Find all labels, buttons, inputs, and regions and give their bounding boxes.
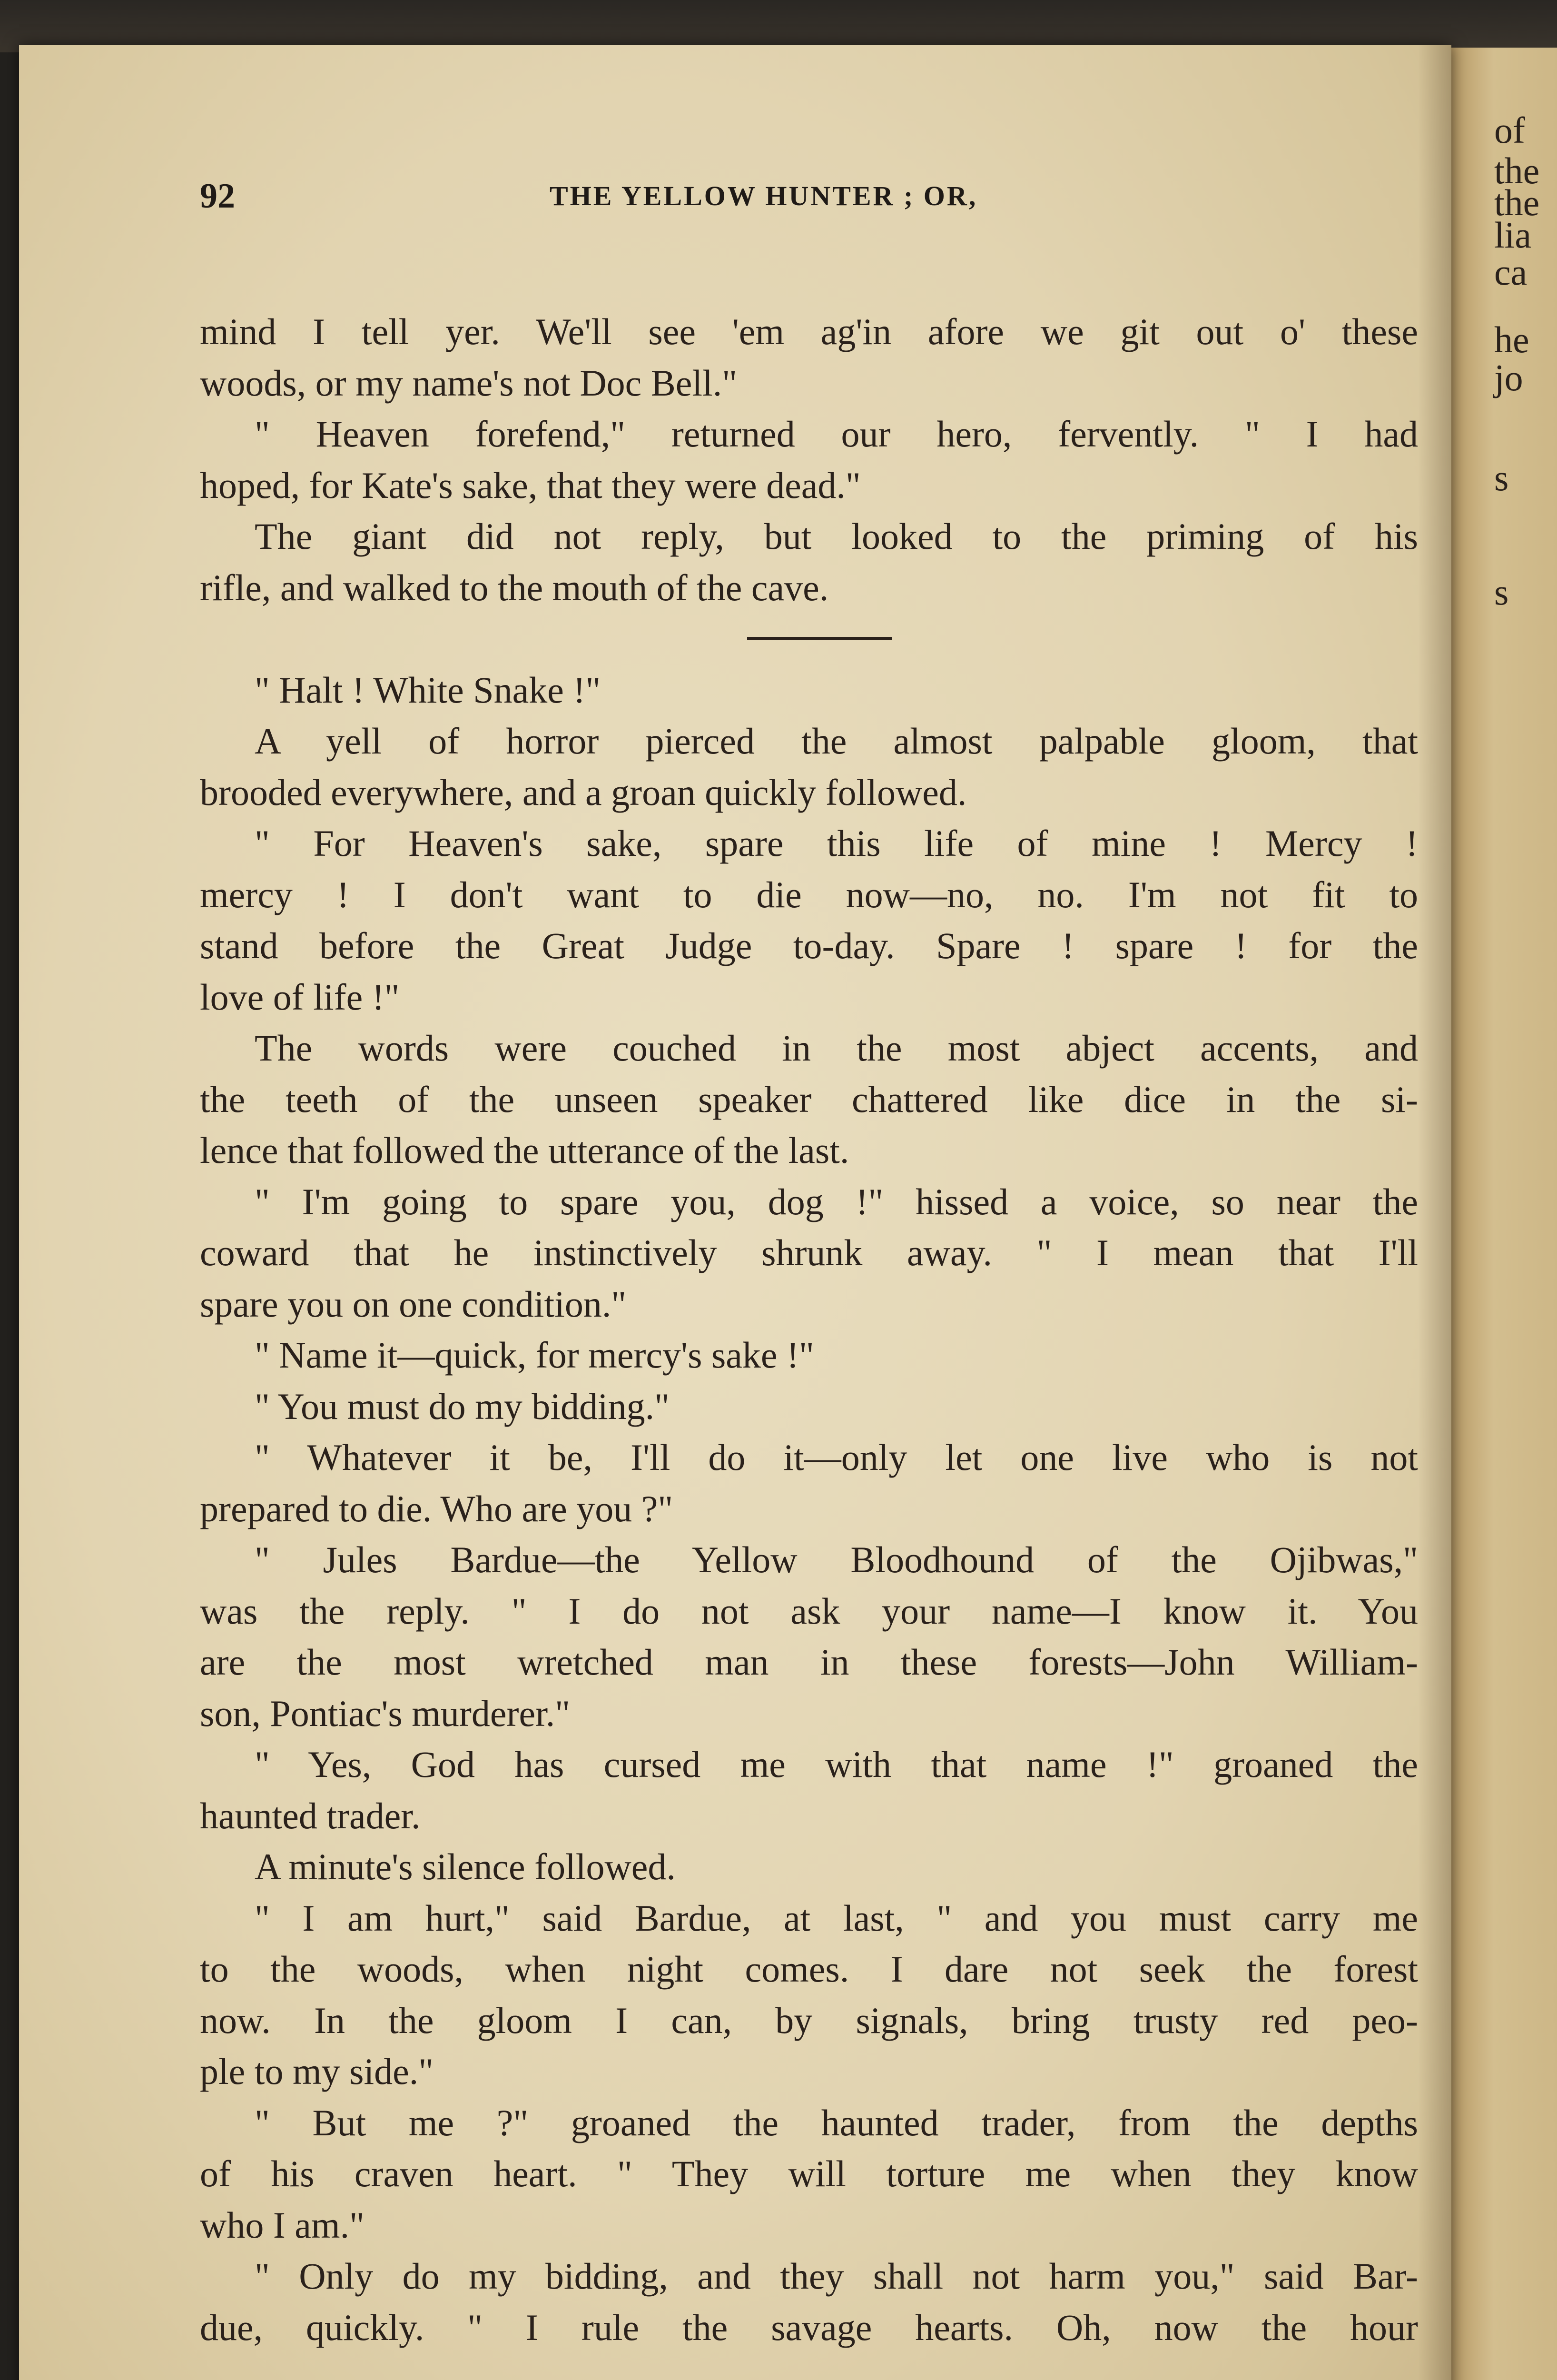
text-line: " You must do my bidding.": [255, 1385, 670, 1427]
text-line: A minute's silence followed.: [255, 1846, 676, 1887]
facing-page-fragment: of: [1494, 109, 1525, 151]
text-line: " Jules Bardue—the Yellow Bloodhound of the Ojibwas,": [255, 1539, 1418, 1580]
text-line: woods, or my name's not Doc Bell.": [200, 362, 738, 404]
scan-background: [0, 0, 1557, 52]
text-line: prepared to die. Who are you ?": [200, 1488, 673, 1529]
facing-page-fragment: lia: [1494, 214, 1531, 256]
text-line: mercy ! I don't want to die now—no, no. I'm not fit to: [200, 873, 1418, 915]
facing-page-edge: [1451, 48, 1557, 2380]
facing-page-fragment: the: [1494, 182, 1540, 223]
facing-page-fragment: ca: [1494, 251, 1527, 293]
text-line: " Whatever it be, I'll do it—only let one live who is not: [255, 1437, 1418, 1478]
body-text: [200, 306, 1418, 2353]
text-line: to the woods, when night comes. I dare not seek the forest: [200, 1948, 1418, 1990]
facing-page-fragment: jo: [1494, 357, 1523, 398]
section-divider: [200, 613, 1418, 664]
text-line: love of life !": [200, 976, 400, 1018]
text-line: due, quickly. " I rule the savage hearts. Oh, now the hour: [200, 2306, 1418, 2348]
facing-page-fragment: s: [1494, 571, 1509, 613]
text-line: are the most wretched man in these forests—John William-: [200, 1641, 1418, 1683]
text-line: of his craven heart. " They will torture me when they know: [200, 2153, 1418, 2194]
text-line: " I am hurt," said Bardue, at last, " and you must carry me: [255, 1897, 1418, 1939]
text-line: " I'm going to spare you, dog !" hissed a voice, so near the: [255, 1180, 1418, 1222]
text-line: son, Pontiac's murderer.": [200, 1692, 571, 1734]
text-line: coward that he instinctively shrunk away. " I mean that I'll: [200, 1232, 1418, 1273]
text-line: haunted trader.: [200, 1795, 421, 1836]
text-line: stand before the Great Judge to-day. Spare ! spare ! for the: [200, 925, 1418, 966]
text-line: " For Heaven's sake, spare this life of mine ! Mercy !: [255, 823, 1418, 864]
text-line: was the reply. " I do not ask your name—I know it. You: [200, 1590, 1418, 1632]
page-number: 92: [200, 177, 235, 216]
text-line: lence that followed the utterance of the last.: [200, 1130, 849, 1171]
text-line: " Yes, God has cursed me with that name !" groaned the: [255, 1744, 1418, 1785]
text-line: The words were couched in the most abject accents, and: [255, 1027, 1418, 1069]
page-header: [200, 170, 1418, 222]
facing-page-fragment: the: [1494, 150, 1540, 191]
text-line: mind I tell yer. We'll see 'em ag'in afore we git out o' these: [200, 311, 1418, 352]
text-line: A yell of horror pierced the almost palpable gloom, that: [255, 720, 1418, 762]
text-line: who I am.": [200, 2204, 365, 2246]
text-line: now. In the gloom I can, by signals, bring trusty red peo-: [200, 1999, 1418, 2041]
text-line: " But me ?" groaned the haunted trader, from the depths: [255, 2102, 1418, 2143]
facing-page-fragment: he: [1494, 319, 1529, 360]
text-line: " Name it—quick, for mercy's sake !": [255, 1334, 814, 1376]
text-line: ple to my side.": [200, 2051, 434, 2092]
text-line: the teeth of the unseen speaker chattered like dice in the si-: [200, 1078, 1418, 1120]
text-line: hoped, for Kate's sake, that they were dead.": [200, 464, 861, 506]
text-line: rifle, and walked to the mouth of the cave.: [200, 566, 829, 608]
text-line: " Heaven forefend," returned our hero, fervently. " I had: [255, 413, 1418, 455]
text-line: The giant did not reply, but looked to the priming of his: [255, 516, 1418, 557]
facing-page-fragment: s: [1494, 457, 1509, 498]
text-line: " Only do my bidding, and they shall not harm you," said Bar-: [255, 2255, 1418, 2297]
text-line: " Halt ! White Snake !": [255, 669, 601, 711]
book-page: [19, 45, 1451, 2380]
running-head: THE YELLOW HUNTER ; OR,: [550, 180, 978, 211]
text-line: brooded everywhere, and a groan quickly followed.: [200, 771, 967, 813]
text-line: spare you on one condition.": [200, 1283, 627, 1325]
